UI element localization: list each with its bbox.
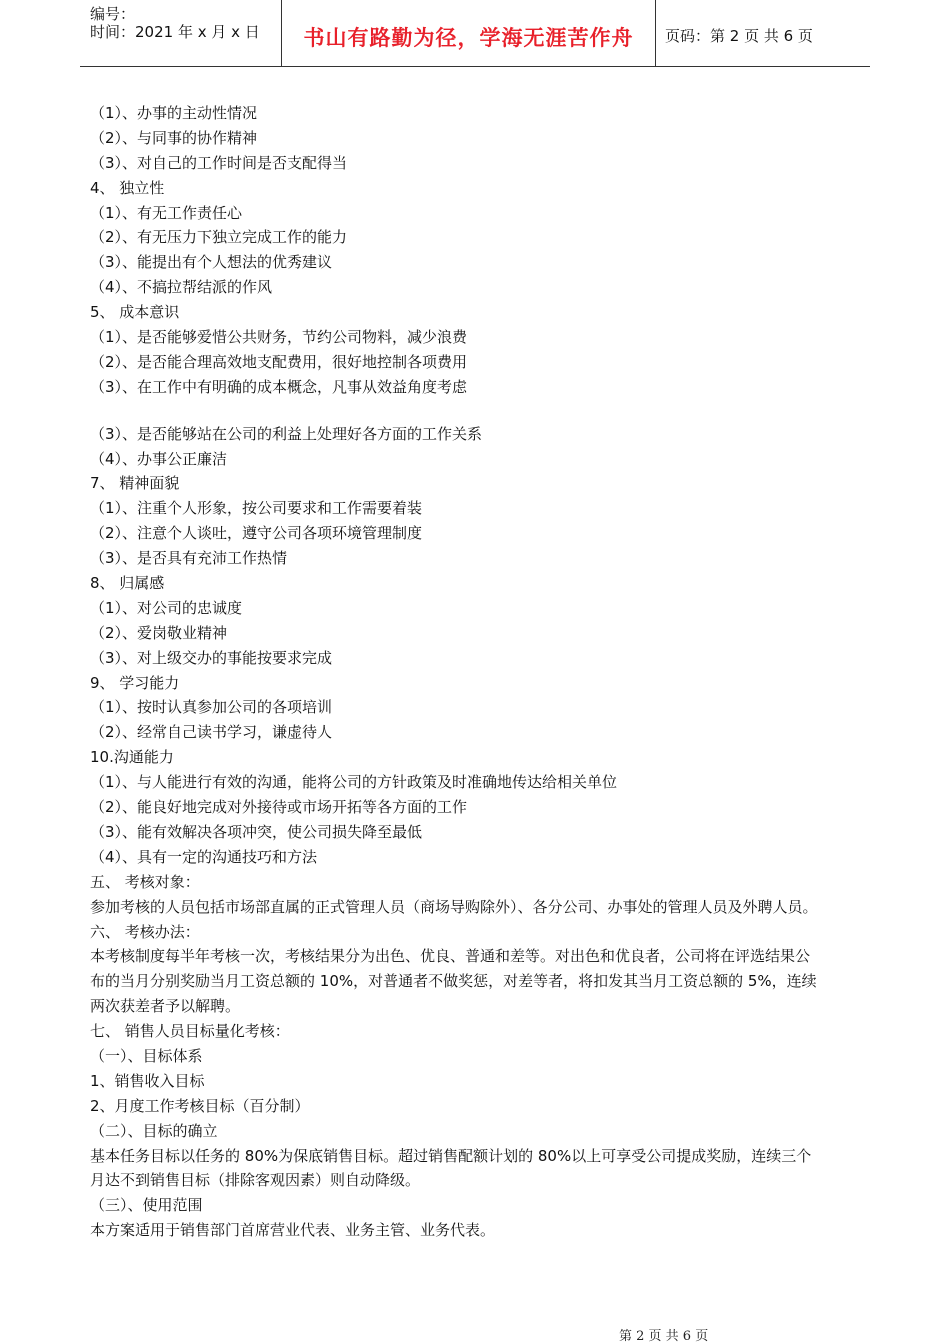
text-line: （3）、对上级交办的事能按要求完成	[90, 648, 333, 667]
document-body	[90, 101, 880, 1243]
text-line: 本考核制度每半年考核一次，考核结果分为出色、优良、普通和差等。对出色和优良者，公司将在评选结果公	[90, 947, 811, 966]
text-line: 布的当月分别奖励当月工资总额的 10%，对普通者不做奖惩，对差等者，将扣发其当月工资总额的 5%，连续	[90, 972, 817, 991]
text-line: （2）、有无压力下独立完成工作的能力	[90, 228, 348, 247]
header-meta-cell	[80, 0, 280, 66]
header-motto-cell	[281, 0, 656, 66]
text-line: （2）、与同事的协作精神	[90, 128, 258, 147]
text-line: 月达不到销售目标（排除客观因素）则自动降级。	[90, 1171, 421, 1190]
text-line: 七、 销售人员目标量化考核：	[90, 1022, 290, 1041]
page-header	[80, 0, 870, 67]
text-line: 7、 精神面貌	[90, 474, 180, 493]
text-line: （3）、是否能够站在公司的利益上处理好各方面的工作关系	[90, 424, 483, 443]
text-line: （1）、办事的主动性情况	[90, 104, 258, 122]
text-line: 基本任务目标以任务的 80%为保底销售目标。超过销售配额计划的 80%以上可享受公司提成奖励，连续三个	[90, 1146, 812, 1165]
text-line: （1）、对公司的忠诚度	[90, 598, 243, 617]
text-line: 1、销售收入目标	[90, 1071, 205, 1090]
motto-text: 书山有路勤为径，学海无涯苦作舟	[303, 25, 634, 50]
text-line: （4）、办事公正廉洁	[90, 449, 228, 468]
document-number-label: 编号：	[90, 5, 136, 23]
text-line: 5、 成本意识	[90, 303, 180, 322]
text-line: （三）、使用范围	[90, 1196, 203, 1215]
text-line: （1）、注重个人形象，按公司要求和工作需要着装	[90, 499, 423, 518]
text-line: 2、月度工作考核目标（百分制）	[90, 1096, 310, 1115]
text-line: （2）、注意个人谈吐，遵守公司各项环境管理制度	[90, 524, 423, 543]
text-line: （2）、爱岗敬业精神	[90, 623, 228, 642]
text-line: （4）、不搞拉帮结派的作风	[90, 278, 273, 297]
text-line: （1）、与人能进行有效的沟通，能将公司的方针政策及时准确地传达给相关单位	[90, 773, 618, 792]
page-info: 页码：第 2 页 共 6 页	[665, 27, 813, 45]
text-line: （3）、能有效解决各项冲突，使公司损失降至最低	[90, 822, 423, 841]
blank-line	[90, 400, 880, 422]
text-line: （2）、能良好地完成对外接待或市场开拓等各方面的工作	[90, 798, 468, 817]
text-line: （3）、对自己的工作时间是否支配得当	[90, 153, 348, 172]
text-line: 参加考核的人员包括市场部直属的正式管理人员（商场导购除外）、各分公司、办事处的管理人员及外聘人员。	[90, 897, 818, 916]
text-line: （1）、按时认真参加公司的各项培训	[90, 698, 333, 717]
page-footer: 第 2 页 共 6 页	[619, 1329, 709, 1344]
text-line: 本方案适用于销售部门首席营业代表、业务主管、业务代表。	[90, 1221, 496, 1240]
text-line: 两次获差者予以解聘。	[90, 997, 241, 1016]
text-line: （3）、在工作中有明确的成本概念，凡事从效益角度考虑	[90, 377, 468, 396]
document-time-label: 时间：2021 年 x 月 x 日	[90, 23, 260, 41]
text-line: 五、 考核对象：	[90, 872, 200, 891]
text-line: 六、 考核办法：	[90, 922, 200, 941]
text-line: （1）、有无工作责任心	[90, 203, 243, 222]
text-line: （1）、是否能够爱惜公共财务，节约公司物料，减少浪费	[90, 328, 468, 347]
text-line: （一）、目标体系	[90, 1046, 203, 1065]
text-line: （3）、能提出有个人想法的优秀建议	[90, 253, 333, 272]
header-page-cell	[655, 0, 870, 66]
text-line: 10.沟通能力	[90, 748, 174, 767]
text-line: （二）、目标的确立	[90, 1121, 218, 1140]
text-line: 4、 独立性	[90, 178, 165, 197]
text-line: （3）、是否具有充沛工作热情	[90, 549, 288, 568]
text-line: 9、 学习能力	[90, 673, 180, 692]
text-line: （2）、经常自己读书学习，谦虚待人	[90, 723, 333, 742]
text-line: （2）、是否能合理高效地支配费用，很好地控制各项费用	[90, 352, 468, 371]
text-line: 8、 归属感	[90, 574, 165, 593]
text-line: （4）、具有一定的沟通技巧和方法	[90, 847, 318, 866]
